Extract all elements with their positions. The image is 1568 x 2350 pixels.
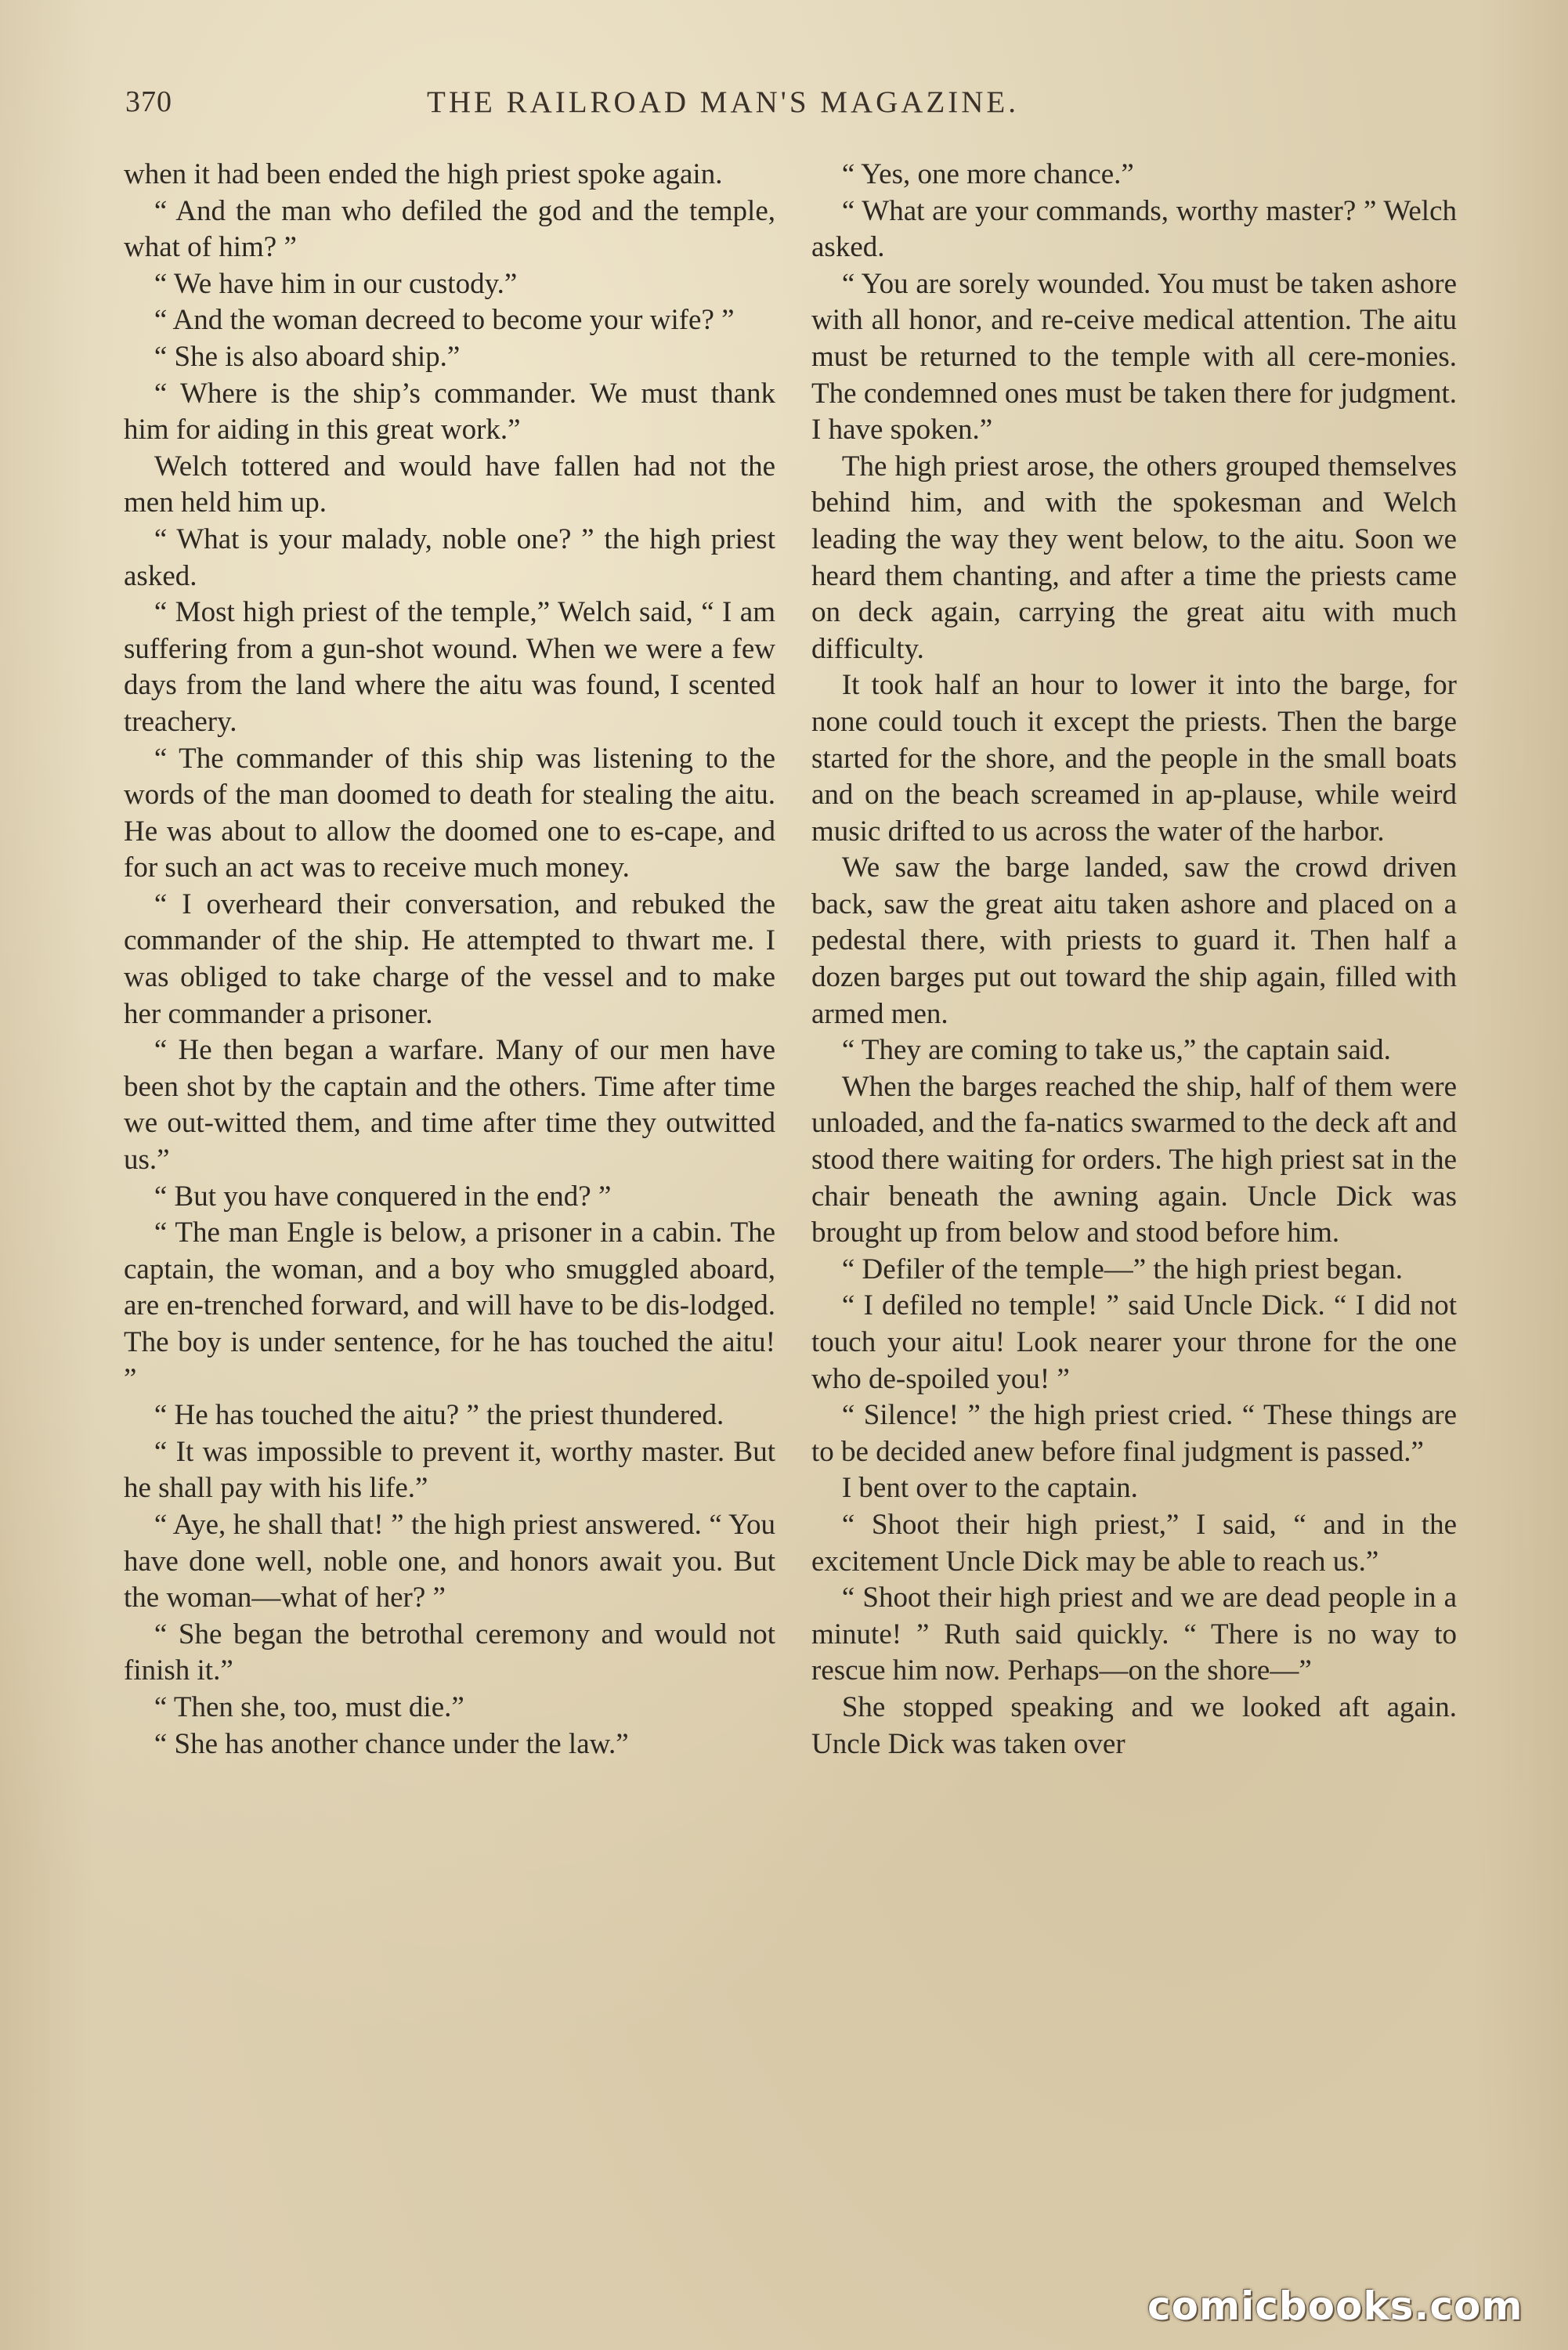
page-header	[0, 85, 1568, 132]
paragraph: “ What are your commands, worthy master? ” Welch asked.	[811, 194, 1457, 264]
page-number: 370	[125, 85, 172, 118]
paragraph: Welch tottered and would have fallen had not the men held him up.	[124, 450, 775, 519]
paragraph: “ What is your malady, noble one? ” the high priest asked.	[124, 522, 775, 592]
magazine-title: THE RAILROAD MAN'S MAGAZINE.	[427, 85, 1019, 119]
paragraph: “ Then she, too, must die.”	[154, 1690, 464, 1723]
paragraph: “ Yes, one more chance.”	[841, 158, 1134, 190]
paragraph: “ The man Engle is below, a prisoner in a cabin. The captain, the woman, and a boy who smuggled aboard, are en-trenched forward, and will have to be dis-lodged. The boy is under sentence, for he has touched the aitu! ”	[124, 1217, 775, 1395]
watermark-logo: comicbooks.com	[1147, 2283, 1523, 2329]
paragraph: “ We have him in our custody.”	[154, 267, 518, 300]
paragraph: “ I defiled no temple! ” said Uncle Dick. “ I did not touch your aitu! Look nearer your throne for the one who de-spoiled you! ”	[811, 1289, 1457, 1395]
left-column	[124, 157, 775, 1762]
paragraph: “ Shoot their high priest and we are dead people in a minute! ” Ruth said quickly. “ There is no way to rescue him now. Perhaps—on the shore—”	[811, 1582, 1457, 1687]
paragraph: “ You are sorely wounded. You must be taken ashore with all honor, and re-ceive medical attention. The aitu must be returned to the temple with all cere-monies. The condemned ones must be taken there for judgment. I have spoken.”	[811, 267, 1457, 446]
paragraph: We saw the barge landed, saw the crowd driven back, saw the great aitu taken ashore and placed on a pedestal there, with priests to guard it. Then half a dozen barges put out toward the ship again, filled with armed men.	[811, 851, 1457, 1030]
paragraph: “ Silence! ” the high priest cried. “ These things are to be decided anew before final judgment is passed.”	[811, 1399, 1457, 1468]
paragraph: The high priest arose, the others grouped themselves behind him, and with the spokesman and Welch leading the way they went below, to the aitu. Soon we heard them chanting, and after a time the priests came on deck again, carrying the great aitu with much difficulty.	[811, 450, 1457, 665]
paragraph: When the barges reached the ship, half of them were unloaded, and the fa-natics swarmed to the deck aft and stood there waiting for orders. The high priest sat in the chair beneath the awning again. Uncle Dick was brought up from below and stood before him.	[811, 1070, 1457, 1249]
paragraph: “ She has another chance under the law.”	[154, 1727, 629, 1760]
paragraph: I bent over to the captain.	[841, 1472, 1138, 1505]
paragraph: She stopped speaking and we looked aft again. Uncle Dick was taken over	[811, 1690, 1457, 1760]
paragraph: “ It was impossible to prevent it, worthy master. But he shall pay with his life.”	[124, 1435, 775, 1505]
paragraph: “ But you have conquered in the end? ”	[154, 1180, 612, 1213]
paragraph: “ He has touched the aitu? ” the priest thundered.	[154, 1399, 724, 1432]
paragraph: “ Defiler of the temple—” the high priest began.	[841, 1253, 1403, 1285]
paragraph: “ They are coming to take us,” the captain said.	[841, 1034, 1391, 1067]
paragraph: “ And the woman decreed to become your wife? ”	[154, 304, 735, 337]
paragraph: when it had been ended the high priest spoke again.	[124, 158, 723, 190]
paragraph: “ The commander of this ship was listening to the words of the man doomed to death for stealing the aitu. He was about to allow the doomed one to es-cape, and for such an act was to receive much money.	[124, 742, 775, 884]
paragraph: “ Shoot their high priest,” I said, “ and in the excitement Uncle Dick may be able to reach us.”	[811, 1508, 1457, 1578]
paragraph: “ She began the betrothal ceremony and would not finish it.”	[124, 1618, 775, 1687]
paragraph: “ Where is the ship’s commander. We must thank him for aiding in this great work.”	[124, 377, 775, 446]
right-column	[811, 157, 1457, 1762]
paragraph: “ She is also aboard ship.”	[154, 340, 461, 373]
paragraph: It took half an hour to lower it into the barge, for none could touch it except the priests. Then the barge started for the shore, and the people in the small boats and on the beach screamed in ap-plause, while weird music drifted to us across the water of the harbor.	[811, 669, 1457, 848]
paragraph: “ Aye, he shall that! ” the high priest answered. “ You have done well, noble one, and honors await you. But the woman—what of her? ”	[124, 1508, 775, 1614]
paragraph: “ Most high priest of the temple,” Welch said, “ I am suffering from a gun-shot wound. When we were a few days from the land where the aitu was found, I scented treachery.	[124, 596, 775, 738]
paragraph: “ He then began a warfare. Many of our men have been shot by the captain and the others. Time after time we out-witted them, and time after time they outwitted us.”	[124, 1034, 775, 1177]
paragraph: “ And the man who defiled the god and the temple, what of him? ”	[124, 194, 775, 264]
paragraph: “ I overheard their conversation, and rebuked the commander of the ship. He attempted to thwart me. I was obliged to take charge of the vessel and to make her commander a prisoner.	[124, 888, 775, 1030]
